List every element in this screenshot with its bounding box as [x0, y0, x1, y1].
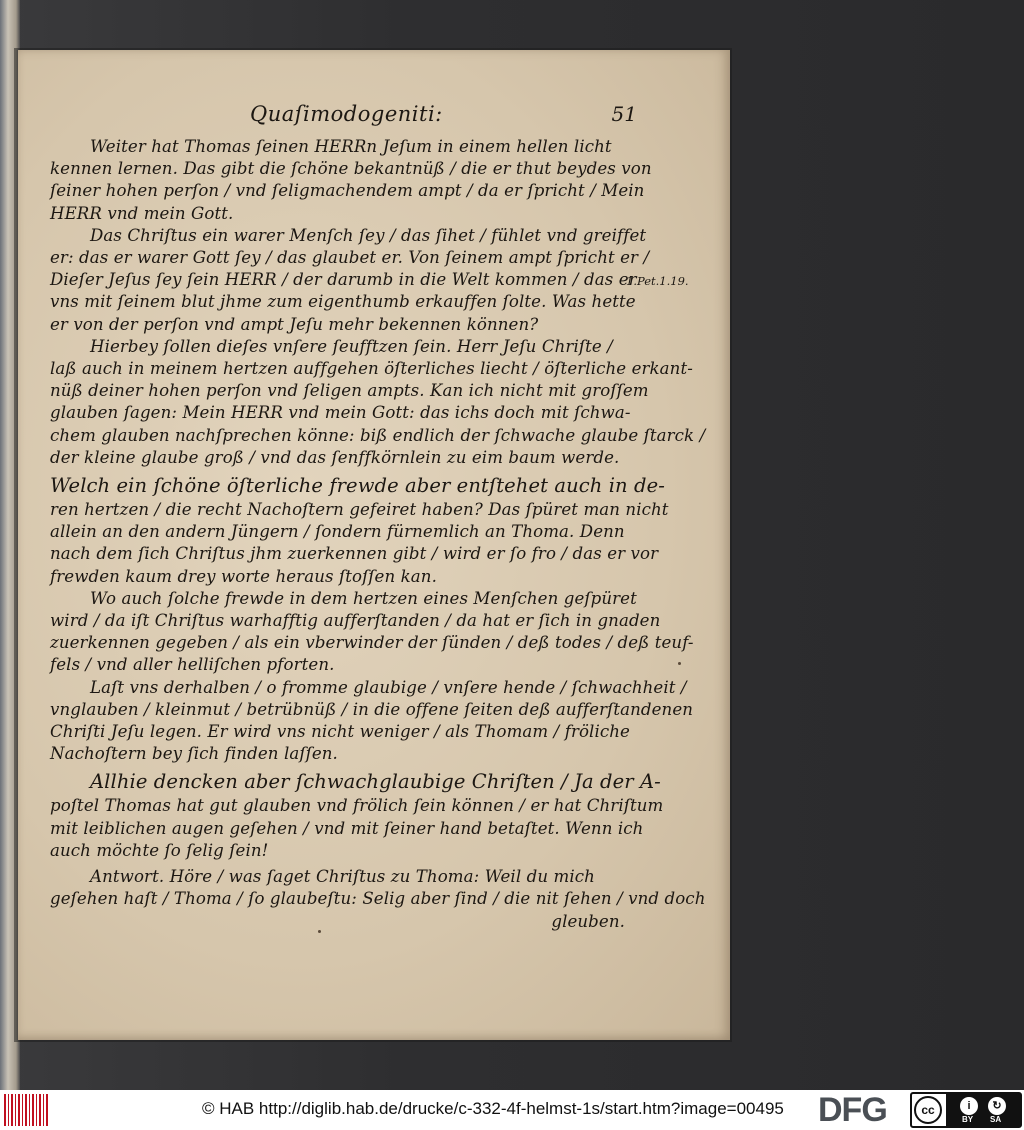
cc-license-badge[interactable]: [910, 1092, 1022, 1128]
text-line: ſeiner hohen perſon / vnd ſeligmachendem ampt / da er ſpricht / Mein: [50, 181, 645, 201]
running-title: Quaſimodogeniti:: [250, 102, 443, 126]
text-line: ren hertzen / die recht Nachoſtern gefeiret haben? Das ſpüret man nicht: [50, 500, 669, 520]
text-line: HERR vnd mein Gott.: [50, 203, 234, 223]
text-line: vnglauben / kleinmut / betrübnüß / in die offene ſeiten deß aufferſtandenen: [50, 699, 694, 719]
text-line: laß auch in meinem hertzen auffgehen öſterliches liecht / öſterliche erkant-: [50, 359, 693, 379]
text-line: vns mit ſeinem blut jhme zum eigenthumb erkauffen ſolte. Was hette: [50, 292, 636, 312]
license-band: [946, 1094, 1020, 1126]
license-by-label: BY: [962, 1115, 974, 1124]
text-line: der kleine glaube groß / vnd das ſenffkörnlein zu eim baum werde.: [50, 447, 620, 467]
text-line: zuerkennen gegeben / als ein vberwinder der ſünden / deß todes / deß teuf-: [50, 633, 694, 653]
text-line: wird / da iſt Chriſtus warhafftig aufferſtanden / da hat er ſich in gnaden: [50, 611, 661, 631]
page-header: [50, 102, 637, 128]
text-line: Antwort. Höre / was ſaget Chriſtus zu Thoma: Weil du mich: [90, 867, 595, 887]
share-alike-icon: ↻: [988, 1097, 1006, 1115]
text-line: er: das er warer Gott ſey / das glaubet er. Von ſeinem ampt ſpricht er /: [50, 248, 650, 268]
text-line: geſehen haſt / Thoma / ſo glaubeſtu: Selig aber ſind / die nit ſehen / vnd doch: [50, 889, 706, 909]
cc-icon: cc: [914, 1096, 942, 1124]
text-line: nach dem ſich Chriſtus jhm zuerkennen gibt / wird er ſo fro / das er vor: [50, 544, 659, 564]
text-line: Allhie dencken aber ſchwachglaubige Chriſten / Ja der A-: [90, 770, 661, 794]
text-line: gleuben.: [551, 911, 625, 931]
text-line: Das Chriſtus ein warer Menſch ſey / das ſihet / fühlet vnd greiffet: [90, 225, 647, 245]
text-line: Weiter hat Thomas ſeinen HERRn Jeſum in einem hellen licht: [90, 137, 612, 156]
text-line: nüß deiner hohen perſon vnd ſeligen ampts. Kan ich nicht mit groſſem: [50, 381, 649, 401]
text-line: auch möchte ſo ſelig ſein!: [50, 840, 269, 860]
text-line: Welch ein ſchöne öſterliche frewde aber entſtehet auch in de-: [50, 474, 665, 498]
source-link[interactable]: © HAB http://diglib.hab.de/drucke/c-332-4f-helmst-1s/start.htm?image=00495: [202, 1099, 784, 1118]
text-line: Nachoſtern bey ſich finden laſſen.: [50, 744, 338, 764]
text-line: frewden kaum drey worte heraus ſtoſſen kan.: [50, 566, 437, 586]
attribution-icon: i: [960, 1097, 978, 1115]
page-number: 51: [611, 102, 637, 126]
scanned-page: [18, 50, 730, 1040]
hab-logo-icon: [4, 1094, 48, 1126]
footer-bar: [0, 1090, 1024, 1130]
paper-speck: [678, 662, 681, 665]
text-line: allein an den andern Jüngern / ſondern fürnemlich an Thoma. Denn: [50, 522, 625, 542]
dfg-logo: DFG: [818, 1091, 887, 1129]
text-line: glauben ſagen: Mein HERR vnd mein Gott: das ichs doch mit ſchwa-: [50, 403, 631, 423]
text-line: er von der perſon vnd ampt Jeſu mehr bekennen können?: [50, 314, 539, 334]
text-line: Laſt vns derhalben / o fromme glaubige / vnſere hende / ſchwachheit /: [90, 677, 687, 697]
text-line: mit leiblichen augen geſehen / vnd mit ſeiner hand betaſtet. Wenn ich: [50, 818, 644, 838]
text-line: poſtel Thomas hat gut glauben vnd frölich ſein können / er hat Chriſtum: [50, 796, 664, 816]
text-line: fels / vnd aller helliſchen pforten.: [50, 655, 335, 675]
text-line: Hierbey ſollen dieſes vnſere ſeufftzen ſein. Herr Jeſu Chriſte /: [90, 336, 613, 356]
marginal-note: 1.Pet.1.19.: [626, 274, 689, 288]
text-line: Wo auch ſolche frewde in dem hertzen eines Menſchen geſpüret: [90, 588, 637, 608]
license-sa-label: SA: [990, 1115, 1002, 1124]
text-line: kennen lernen. Das gibt die ſchöne bekantnüß / die er thut beydes von: [50, 159, 652, 179]
text-line: Dieſer Jeſus ſey ſein HERR / der darumb in die Welt kommen / das er: [50, 270, 637, 290]
text-line: Chriſti Jeſu legen. Er wird vns nicht weniger / als Thomam / fröliche: [50, 722, 630, 742]
paper-speck: [318, 930, 321, 933]
text-line: chem glauben nachſprechen könne: biß endlich der ſchwache glaube ſtarck /: [50, 425, 706, 445]
